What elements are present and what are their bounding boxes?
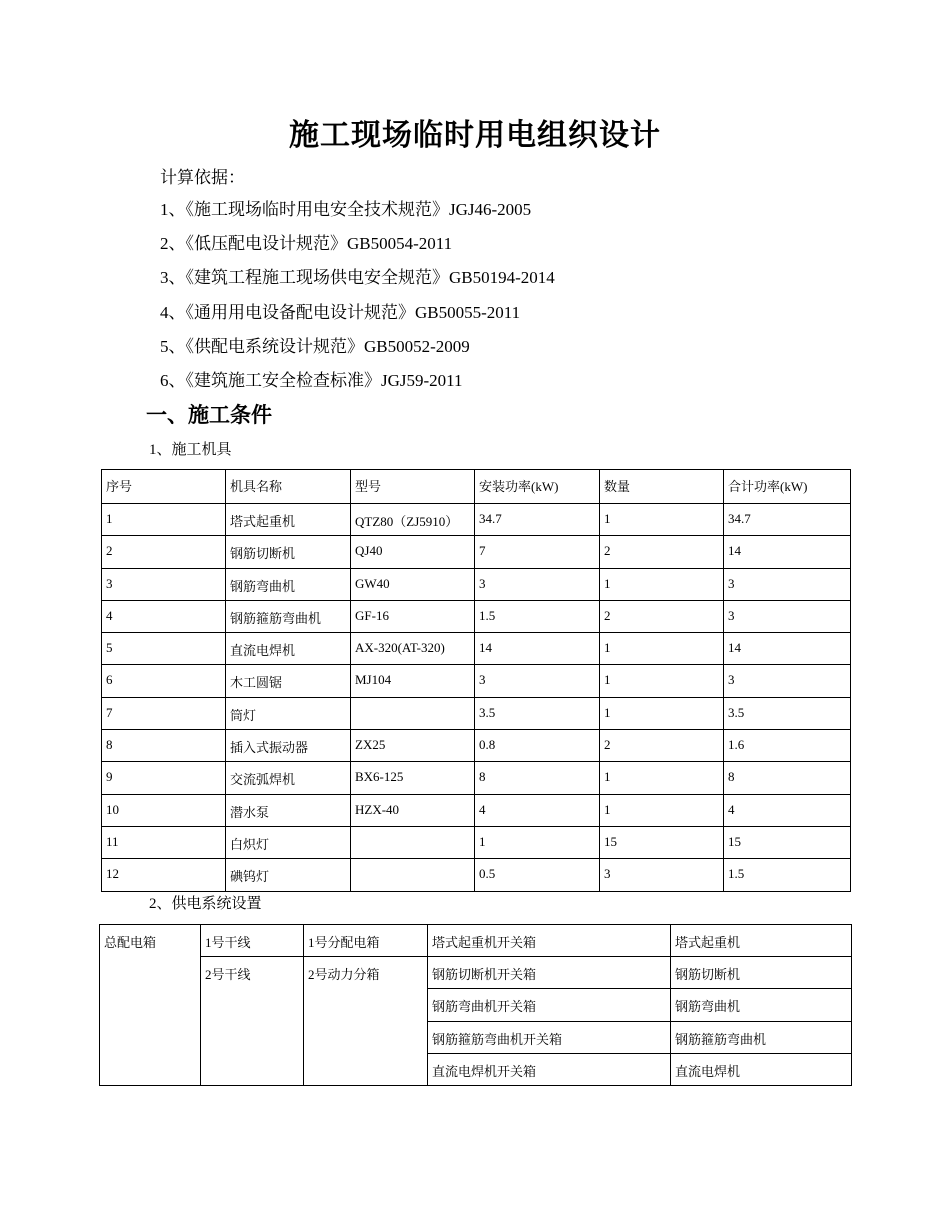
cell-index: 9 — [102, 762, 226, 794]
cell-power: 3.5 — [475, 697, 600, 729]
header-cell: 序号 — [102, 470, 226, 504]
cell-power: 3 — [475, 568, 600, 600]
cell-qty: 2 — [600, 600, 724, 632]
cell-total: 8 — [724, 762, 851, 794]
cell-machine: 钢筋箍筋弯曲机 — [226, 600, 351, 632]
reference-item: 3、《建筑工程施工现场供电安全规范》GB50194-2014 — [160, 268, 555, 288]
cell-index: 5 — [102, 633, 226, 665]
table-row — [102, 762, 851, 794]
cell-machine: 潜水泵 — [226, 794, 351, 826]
cell-machine: 插入式振动器 — [226, 730, 351, 762]
table-row — [102, 730, 851, 762]
cell-model: ZX25 — [351, 730, 475, 762]
cell-model — [351, 859, 475, 891]
table-row — [102, 536, 851, 568]
cell-qty: 1 — [600, 697, 724, 729]
reference-item: 6、《建筑施工安全检查标准》JGJ59-2011 — [160, 370, 463, 390]
equipment-cell: 直流电焊机 — [671, 1053, 852, 1085]
cell-index: 4 — [102, 600, 226, 632]
cell-index: 3 — [102, 568, 226, 600]
cell-model: QJ40 — [351, 536, 475, 568]
table-row — [102, 600, 851, 632]
basis-label: 计算依据： — [160, 168, 245, 187]
cell-qty: 1 — [600, 665, 724, 697]
cell-model — [351, 826, 475, 858]
cell-machine: 筒灯 — [226, 697, 351, 729]
switch-box: 钢筋箍筋弯曲机开关箱 — [428, 1021, 671, 1053]
trunk-line-1: 1号干线 — [201, 925, 304, 957]
cell-machine: 钢筋弯曲机 — [226, 568, 351, 600]
switch-box: 塔式起重机开关箱 — [428, 925, 671, 957]
cell-index: 6 — [102, 665, 226, 697]
cell-index: 2 — [102, 536, 226, 568]
cell-model: QTZ80（ZJ5910） — [351, 504, 475, 536]
cell-machine: 塔式起重机 — [226, 504, 351, 536]
cell-qty: 15 — [600, 826, 724, 858]
cell-total: 34.7 — [724, 504, 851, 536]
table-row — [102, 826, 851, 858]
table-row — [100, 957, 852, 989]
cell-machine: 直流电焊机 — [226, 633, 351, 665]
cell-qty: 1 — [600, 762, 724, 794]
table-row — [102, 859, 851, 891]
cell-qty: 1 — [600, 504, 724, 536]
equipment-cell: 钢筋箍筋弯曲机 — [671, 1021, 852, 1053]
cell-index: 1 — [102, 504, 226, 536]
table-row — [102, 665, 851, 697]
reference-item: 1、《施工现场临时用电安全技术规范》JGJ46-2005 — [160, 200, 532, 219]
cell-qty: 2 — [600, 536, 724, 568]
cell-model: GF-16 — [351, 600, 475, 632]
distribution-box-2: 2号动力分箱 — [304, 957, 428, 1086]
cell-index: 8 — [102, 730, 226, 762]
cell-power: 7 — [475, 536, 600, 568]
header-cell: 安装功率(kW) — [475, 470, 600, 504]
header-cell: 型号 — [351, 470, 475, 504]
table-row — [102, 568, 851, 600]
cell-power: 0.8 — [475, 730, 600, 762]
table-row — [100, 925, 852, 957]
cell-total: 3 — [724, 568, 851, 600]
cell-qty: 2 — [600, 730, 724, 762]
cell-model: AX-320(AT-320) — [351, 633, 475, 665]
cell-total: 3.5 — [724, 697, 851, 729]
header-cell: 机具名称 — [226, 470, 351, 504]
header-cell: 合计功率(kW) — [724, 470, 851, 504]
table-header-row — [102, 470, 851, 504]
switch-box: 直流电焊机开关箱 — [428, 1053, 671, 1085]
subsection-title-machines: 1、施工机具 — [149, 442, 232, 458]
subsection-title-supply: 2、供电系统设置 — [149, 896, 262, 912]
table-row — [102, 504, 851, 536]
cell-total: 3 — [724, 665, 851, 697]
header-cell: 数量 — [600, 470, 724, 504]
cell-power: 34.7 — [475, 504, 600, 536]
cell-qty: 3 — [600, 859, 724, 891]
cell-qty: 1 — [600, 794, 724, 826]
table-row — [102, 697, 851, 729]
section-title: 一、施工条件 — [146, 403, 272, 427]
equipment-cell: 塔式起重机 — [671, 925, 852, 957]
equipment-cell: 钢筋弯曲机 — [671, 989, 852, 1021]
cell-power: 1 — [475, 826, 600, 858]
cell-index: 11 — [102, 826, 226, 858]
cell-qty: 1 — [600, 633, 724, 665]
cell-total: 1.6 — [724, 730, 851, 762]
cell-model: HZX-40 — [351, 794, 475, 826]
trunk-line-2: 2号干线 — [201, 957, 304, 1086]
cell-power: 0.5 — [475, 859, 600, 891]
switch-box: 钢筋弯曲机开关箱 — [428, 989, 671, 1021]
cell-qty: 1 — [600, 568, 724, 600]
cell-power: 14 — [475, 633, 600, 665]
distribution-box-1: 1号分配电箱 — [304, 925, 428, 957]
cell-index: 7 — [102, 697, 226, 729]
cell-machine: 木工圆锯 — [226, 665, 351, 697]
cell-total: 4 — [724, 794, 851, 826]
cell-index: 12 — [102, 859, 226, 891]
main-distribution-box: 总配电箱 — [100, 925, 201, 1086]
machines-table — [101, 469, 851, 892]
reference-item: 5、《供配电系统设计规范》GB50052-2009 — [160, 336, 470, 356]
cell-machine: 交流弧焊机 — [226, 762, 351, 794]
cell-machine: 碘钨灯 — [226, 859, 351, 891]
reference-list — [160, 198, 555, 403]
cell-index: 10 — [102, 794, 226, 826]
supply-system-table — [99, 924, 852, 1086]
equipment-cell: 钢筋切断机 — [671, 957, 852, 989]
cell-model: BX6-125 — [351, 762, 475, 794]
cell-model: MJ104 — [351, 665, 475, 697]
reference-item: 4、《通用用电设备配电设计规范》GB50055-2011 — [160, 302, 521, 322]
reference-item: 2、《低压配电设计规范》GB50054-2011 — [160, 234, 453, 254]
cell-machine: 钢筋切断机 — [226, 536, 351, 568]
cell-total: 3 — [724, 600, 851, 632]
cell-total: 14 — [724, 633, 851, 665]
cell-total: 14 — [724, 536, 851, 568]
cell-total: 15 — [724, 826, 851, 858]
cell-machine: 白炽灯 — [226, 826, 351, 858]
cell-total: 1.5 — [724, 859, 851, 891]
cell-model: GW40 — [351, 568, 475, 600]
document-title: 施工现场临时用电组织设计 — [289, 119, 661, 152]
cell-model — [351, 697, 475, 729]
cell-power: 8 — [475, 762, 600, 794]
table-row — [102, 794, 851, 826]
cell-power: 4 — [475, 794, 600, 826]
cell-power: 1.5 — [475, 600, 600, 632]
table-row — [102, 633, 851, 665]
cell-power: 3 — [475, 665, 600, 697]
switch-box: 钢筋切断机开关箱 — [428, 957, 671, 989]
